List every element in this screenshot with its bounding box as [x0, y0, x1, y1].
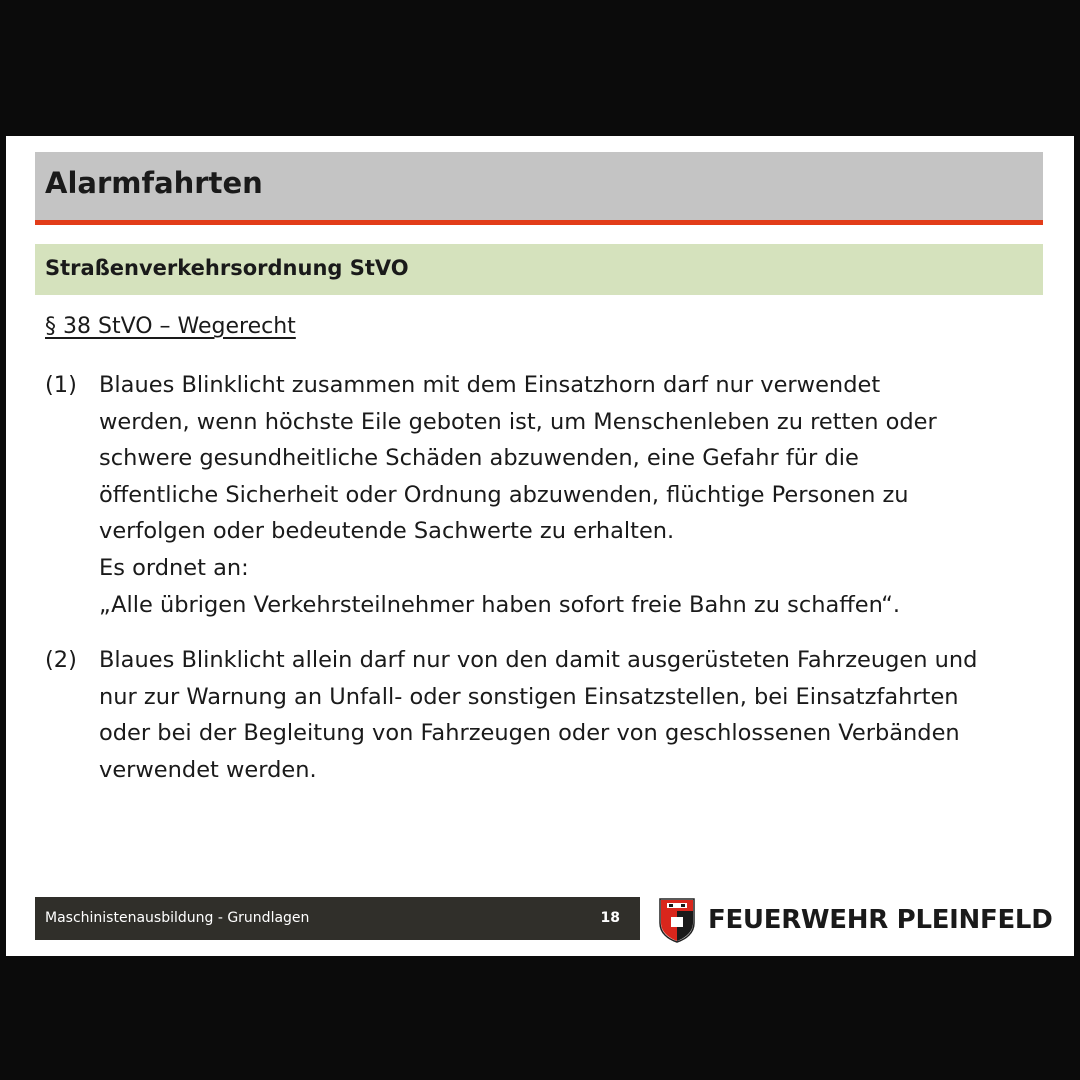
brand-logo: [658, 897, 1058, 945]
title-bar: [35, 152, 1043, 225]
paragraph-line: nur zur Warnung an Unfall- oder sonstigen Einsatzstellen, bei Einsatzfahrten: [99, 683, 959, 710]
paragraph-line: Blaues Blinklicht zusammen mit dem Einsatzhorn darf nur verwendet: [99, 372, 881, 398]
paragraph-line: Es ordnet an:: [99, 554, 249, 581]
paragraph-1: [45, 367, 1045, 623]
paragraph-line: verwendet werden.: [99, 756, 317, 783]
paragraph-line: werden, wenn höchste Eile geboten ist, um Menschenleben zu retten oder: [99, 408, 937, 435]
paragraph-line: „Alle übrigen Verkehrsteilnehmer haben sofort freie Bahn zu schaffen“.: [99, 591, 901, 618]
footer-bar: [35, 897, 640, 940]
paragraph-number: (1): [45, 372, 77, 398]
slide: [6, 136, 1074, 956]
paragraph-line: Blaues Blinklicht allein darf nur von den damit ausgerüsteten Fahrzeugen und: [99, 647, 978, 673]
paragraph-line: verfolgen oder bedeutende Sachwerte zu erhalten.: [99, 518, 675, 545]
brand-name: FEUERWEHR PLEINFELD: [708, 905, 1053, 935]
paragraph-line: schwere gesundheitliche Schäden abzuwenden, eine Gefahr für die: [99, 445, 859, 472]
paragraph-line: öffentliche Sicherheit oder Ordnung abzuwenden, flüchtige Personen zu: [99, 481, 909, 508]
paragraph-body: [99, 642, 1045, 788]
slide-subtitle: Straßenverkehrsordnung StVO: [45, 256, 409, 280]
subtitle-bar: [35, 244, 1043, 295]
paragraph-2: [45, 642, 1045, 788]
slide-title: Alarmfahrten: [45, 166, 263, 200]
paragraph-number: (2): [45, 647, 77, 673]
page-number: 18: [600, 910, 620, 926]
footer-course-title: Maschinistenausbildung - Grundlagen: [45, 910, 310, 926]
section-heading: § 38 StVO – Wegerecht: [45, 314, 296, 339]
pleinfeld-coat-of-arms-icon: [658, 897, 696, 943]
paragraph-line: oder bei der Begleitung von Fahrzeugen oder von geschlossenen Verbänden: [99, 720, 960, 747]
paragraph-body: [99, 367, 1045, 623]
